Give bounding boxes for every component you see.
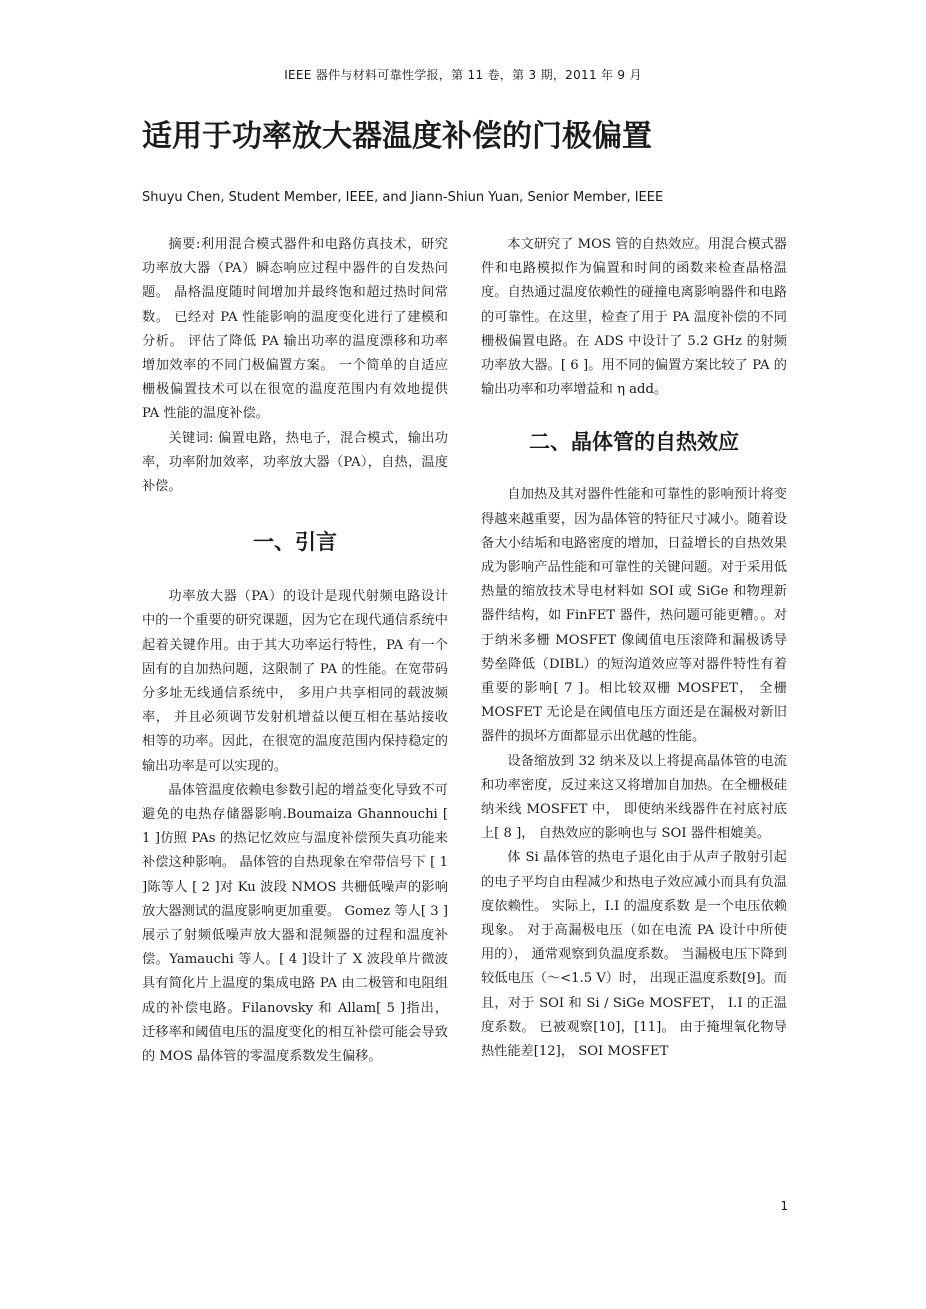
section-heading-introduction: 一、引言 <box>253 530 337 555</box>
author-line: Shuyu Chen, Student Member, IEEE, and Jiann-Shiun Yuan, Senior Member, IEEE <box>142 190 664 205</box>
abstract-paragraph: 摘要:利用混合模式器件和电路仿真技术，研究功率放大器（PA）瞬态响应过程中器件的自发热问题。 晶格温度随时间增加并最终饱和超过热时间常数。 已经对 PA 性能影响的温度变化进行了建模和分析。 评估了降低 PA 输出功率的温度漂移和功率增加效率的不同门极偏置方案。 一个简单的自适应栅极偏置技术可以在很宽的温度范围内有效地提供 PA 性能的温度补偿。 <box>142 237 448 422</box>
page-number: 1 <box>780 1199 788 1213</box>
section-heading-self-heating: 二、晶体管的自热效应 <box>529 430 739 455</box>
paper-title: 适用于功率放大器温度补偿的门极偏置 <box>142 119 652 154</box>
body-paragraph: 体 Si 晶体管的热电子退化由于从声子散射引起的电子平均自由程减少和热电子效应减小而具有负温度依赖性。 实际上，I.I 的温度系数 是一个电压依赖现象。 对于高漏极电压（如在电流 PA 设计中所使用的）， 通常观察到负温度系数。 当漏极电压下降到较低电压（～<1.5 V）时， 出现正温度系数[9]。而且，对于 SOI 和 Si / SiGe MOSFET， I.I 的正温度系数。 已被观察[10]，[11]。 由于掩埋氧化物导热性能差[12]， SOI MOSFET <box>481 850 787 1060</box>
body-paragraph: 设备缩放到 32 纳米及以上将提高晶体管的电流和功率密度，反过来这又将增加自加热。在全栅极硅纳米线 MOSFET 中， 即使纳米线器件在衬底衬底上[ 8 ]， 自热效应的影响也与 SOI 器件相媲美。 <box>481 753 787 842</box>
body-paragraph: 功率放大器（PA）的设计是现代射频电路设计中的一个重要的研究课题，因为它在现代通信系统中起着关键作用。由于其大功率运行特性，PA 有一个固有的自加热问题，这限制了 PA 的性能。在宽带码分多址无线通信系统中， 多用户共享相同的载波频率， 并且必须调节发射机增益以便互相在基站接收相等的功率。因此，在很宽的温度范围内保持稳定的输出功率是可以实现的。 <box>142 589 448 774</box>
body-paragraph: 本文研究了 MOS 管的自热效应。用混合模式器件和电路模拟作为偏置和时间的函数来检查晶格温度。自热通过温度依赖性的碰撞电离影响器件和电路的可靠性。在这里，检查了用于 PA 温度补偿的不同栅极偏置电路。在 ADS 中设计了 5.2 GHz 的射频功率放大器。[ 6 ]。用不同的偏置方案比较了 PA 的输出功率和功率增益和 η add。 <box>481 237 787 398</box>
running-header: IEEE 器件与材料可靠性学报，第 11 卷，第 3 期，2011 年 9 月 <box>284 68 642 82</box>
right-column <box>481 233 787 1064</box>
body-paragraph: 自加热及其对器件性能和可靠性的影响预计将变得越来越重要，因为晶体管的特征尺寸减小。随着设备大小结垢和电路密度的增加，日益增长的自热效果成为影响产品性能和可靠性的关键问题。对于采用低热量的缩放技术导电材料如 SOI 或 SiGe 和物理新器件结构，如 FinFET 器件，热问题可能更糟。。对于纳米多栅 MOSFET 像阈值电压滚降和漏极诱导势垒降低（DIBL）的短沟道效应等对器件特性有着重要的影响[ 7 ]。相比较双栅 MOSFET， 全栅 MOSFET 无论是在阈值电压方面还是在漏极对新旧器件的损坏方面都显示出优越的性能。 <box>481 487 787 745</box>
keywords-paragraph: 关键词: 偏置电路，热电子，混合模式，输出功率，功率附加效率，功率放大器（PA），自热，温度补偿。 <box>142 430 448 495</box>
body-paragraph: 晶体管温度依赖电参数引起的增益变化导致不可避免的电热存储器影响.Boumaiza Ghannouchi [ 1 ]仿照 PAs 的热记忆效应与温度补偿预失真功能来补偿这种影响。 晶体管的自热现象在窄带信号下 [ 1 ]陈等人 [ 2 ]对 Ku 波段 NMOS 共栅低噪声的影响放大器测试的温度影响更加重要。 Gomez 等人[ 3 ] 展示了射频低噪声放大器和混频器的过程和温度补偿。Yamauchi 等人。[ 4 ]设计了 X 波段单片微波具有简化片上温度的集成电路 PA 由二极管和电阻组成的补偿电路。Filanovsky 和 Allam[ 5 ]指出， 迁移率和阈值电压的温度变化的相互补偿可能会导致的 MOS 晶体管的零温度系数发生偏移。 <box>142 782 448 1065</box>
left-column <box>142 233 448 1069</box>
